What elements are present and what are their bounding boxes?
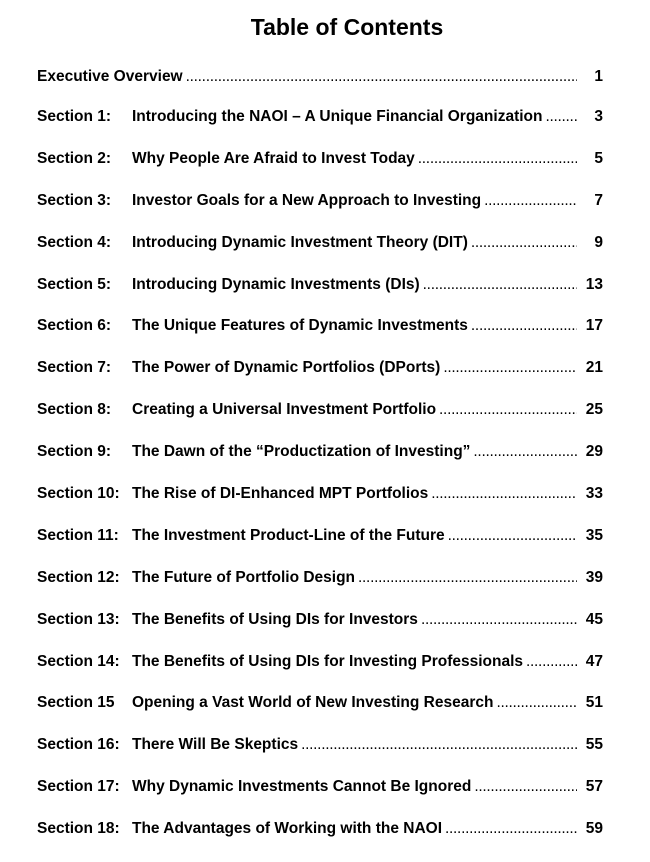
toc-section-number: Section 7: — [37, 359, 112, 377]
toc-page-number: 9 — [594, 233, 603, 251]
toc-page-number: 3 — [594, 108, 603, 125]
toc-section-number: Section 10: — [37, 485, 120, 503]
toc-page-number: 57 — [585, 778, 603, 796]
toc-page-number: 21 — [585, 359, 603, 377]
toc-section-number: Section 1: — [37, 108, 112, 125]
toc-entry-title: Introducing the NAOI – A Unique Financial Organization — [132, 108, 543, 125]
toc-dot-leader — [358, 569, 577, 587]
toc-dot-leader — [431, 485, 577, 503]
toc-entry-title: The Dawn of the “Productization of Investing” — [132, 443, 471, 461]
toc-entry-title: The Future of Portfolio Design — [132, 568, 356, 586]
toc-entry — [37, 653, 603, 695]
toc-entry-title: Executive Overview — [37, 68, 183, 85]
toc-section-number: Section 17: — [37, 778, 120, 796]
toc-entry — [37, 359, 603, 401]
toc-entry-title: Creating a Universal Investment Portfolio — [132, 401, 437, 419]
toc-dot-leader — [418, 150, 577, 168]
toc-section-number: Section 5: — [37, 275, 112, 293]
toc-entry — [37, 401, 603, 443]
toc-entry-title: Why People Are Afraid to Invest Today — [132, 149, 415, 167]
toc-entry — [37, 150, 603, 192]
toc-entry — [37, 527, 603, 569]
toc-section-number: Section 4: — [37, 233, 112, 251]
toc-page-number: 25 — [585, 401, 603, 419]
toc-entry — [37, 485, 603, 527]
toc-entry — [37, 192, 603, 234]
toc-page-number: 51 — [585, 694, 603, 712]
toc-entry — [37, 108, 603, 150]
toc-entry-title: There Will Be Skeptics — [132, 736, 299, 754]
toc-page-number: 29 — [585, 443, 603, 461]
toc-dot-leader — [526, 653, 577, 671]
toc-entry — [37, 694, 603, 736]
toc-entry — [37, 778, 603, 820]
toc-page-number: 1 — [594, 68, 603, 85]
toc-entry-title: Opening a Vast World of New Investing Research — [132, 694, 494, 712]
toc-dot-leader — [439, 401, 577, 419]
toc-dot-leader — [301, 736, 577, 754]
toc-entry — [37, 317, 603, 359]
toc-section-number: Section 3: — [37, 191, 112, 209]
toc-entry-title: The Unique Features of Dynamic Investments — [132, 317, 468, 335]
toc-dot-leader — [448, 527, 577, 545]
toc-dot-leader — [186, 68, 577, 86]
toc-entry — [37, 611, 603, 653]
toc-section-number: Section 12: — [37, 568, 120, 586]
toc-page-number: 17 — [585, 317, 603, 335]
toc-page-number: 13 — [585, 275, 603, 293]
toc-dot-leader — [445, 820, 577, 838]
toc-page-number: 35 — [585, 526, 603, 544]
toc-entry-title: The Benefits of Using DIs for Investors — [132, 610, 418, 628]
toc-entry-title: Investor Goals for a New Approach to Investing — [132, 191, 482, 209]
toc-dot-leader — [423, 276, 577, 294]
toc-entry — [37, 569, 603, 611]
toc-page-number: 45 — [585, 610, 603, 628]
toc-section-number: Section 15 — [37, 694, 115, 712]
toc-entry-title: The Investment Product-Line of the Future — [132, 526, 445, 544]
toc-section-number: Section 9: — [37, 443, 112, 461]
toc-dot-leader — [471, 317, 577, 335]
toc-entry-title: The Rise of DI-Enhanced MPT Portfolios — [132, 485, 429, 503]
toc-dot-leader — [473, 443, 577, 461]
toc-entry — [37, 443, 603, 485]
toc-section-number: Section 18: — [37, 820, 120, 838]
page-title: Table of Contents — [250, 14, 444, 40]
toc-dot-leader — [443, 359, 577, 377]
toc-section-number: Section 13: — [37, 610, 120, 628]
toc-dot-leader — [474, 778, 577, 796]
toc-entry — [37, 820, 603, 862]
toc-section-number: Section 16: — [37, 736, 120, 754]
toc-dot-leader — [421, 611, 577, 629]
toc-entry-title: Introducing Dynamic Investments (DIs) — [132, 275, 420, 293]
toc-section-number: Section 6: — [37, 317, 112, 335]
toc-dot-leader — [496, 694, 577, 712]
toc-entry — [37, 234, 603, 276]
toc-dot-leader — [471, 234, 577, 252]
toc-list — [37, 68, 603, 862]
toc-page-number: 39 — [585, 568, 603, 586]
toc-entry — [37, 68, 603, 108]
toc-entry-title: Introducing Dynamic Investment Theory (DIT) — [132, 233, 468, 251]
toc-section-number: Section 2: — [37, 149, 112, 167]
toc-dot-leader — [545, 108, 577, 126]
toc-entry — [37, 276, 603, 318]
toc-page-number: 7 — [594, 191, 603, 209]
toc-section-number: Section 11: — [37, 526, 119, 544]
toc-page-number: 47 — [585, 652, 603, 670]
toc-dot-leader — [484, 192, 577, 210]
toc-entry-title: The Benefits of Using DIs for Investing Professionals — [132, 652, 524, 670]
toc-section-number: Section 8: — [37, 401, 112, 419]
toc-entry-title: The Advantages of Working with the NAOI — [132, 820, 443, 838]
toc-page-number: 5 — [594, 149, 603, 167]
toc-entry-title: The Power of Dynamic Portfolios (DPorts) — [132, 359, 441, 377]
toc-page-number: 55 — [585, 736, 603, 754]
toc-entry-title: Why Dynamic Investments Cannot Be Ignored — [132, 778, 472, 796]
toc-entry — [37, 736, 603, 778]
toc-page-number: 33 — [585, 485, 603, 503]
toc-page-number: 59 — [585, 820, 603, 838]
toc-section-number: Section 14: — [37, 652, 120, 670]
